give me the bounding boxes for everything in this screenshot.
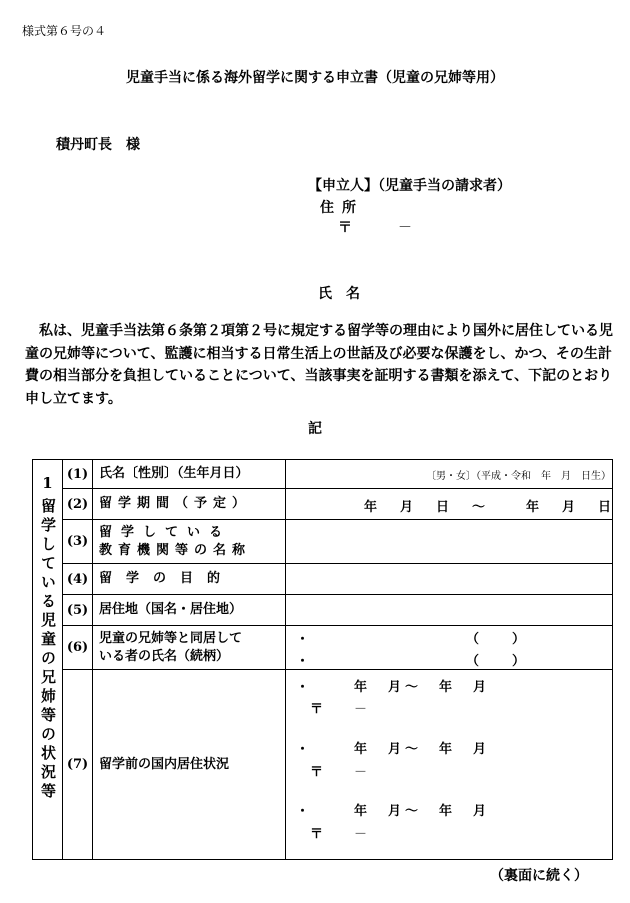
row-num: (2) <box>63 489 93 520</box>
postal-dash: － <box>354 702 368 717</box>
address-label: 住所 <box>320 200 364 216</box>
status-table <box>32 459 617 860</box>
purpose-label: 留学の目的 <box>93 564 286 595</box>
name-label: 氏名 <box>318 286 374 302</box>
postal-mark: 〒 <box>310 702 324 717</box>
residence-field[interactable] <box>286 595 613 626</box>
section-title: 留学している児童の兄姉等の状況等 <box>39 498 57 802</box>
relation-paren: （ ） <box>466 632 536 647</box>
institution-label-line2: 教育機関等の名称 <box>99 542 252 558</box>
page-title: 児童手当に係る海外留学に関する申立書（児童の兄姉等用） <box>126 70 504 86</box>
continued-note: （裏面に続く） <box>490 868 588 884</box>
postal-dash: － <box>354 765 368 780</box>
cohabitant-label-line2: いる者の氏名（続柄） <box>99 648 230 664</box>
postal-dash: － <box>354 827 368 842</box>
period-template: 年 月～ 年 月 <box>354 804 491 819</box>
institution-field[interactable] <box>286 520 613 564</box>
row-num: (4) <box>63 564 93 595</box>
form-number: 様式第６号の４ <box>22 24 107 38</box>
study-period-template: 年 月 日 ～ 年 月 日 <box>364 500 617 515</box>
postal-mark: 〒 <box>338 220 352 236</box>
row-num: (7) <box>63 670 93 860</box>
addressee: 積丹町長 様 <box>56 137 140 153</box>
row-num: (1) <box>63 460 93 489</box>
postal-mark: 〒 <box>310 765 324 780</box>
row-num: (3) <box>63 520 93 564</box>
cohabitant-label <box>93 626 286 670</box>
section-side-header <box>33 460 63 860</box>
bullet: ・ <box>296 804 310 819</box>
section-number: 1 <box>42 474 53 492</box>
prior-residence-label: 留学前の国内居住状況 <box>93 670 286 860</box>
study-period-label: 留学期間（予定） <box>93 489 286 520</box>
postal-dash: － <box>398 220 412 236</box>
statement-text: 私は、児童手当法第６条第２項第２号に規定する留学等の理由により国外に居住している児童の兄姉等について、監護に相当する日常生活上の世話及び必要な保護をし、かつ、その生計費の相当部分を負担していることについて、当該事実を証明する書類を添えて、下記のとおり申し立てます。 <box>25 323 613 407</box>
bullet: ・ <box>296 680 310 695</box>
name-gender-birth-label: 氏名〔性別〕（生年月日） <box>93 460 286 489</box>
bullet: ・ <box>296 632 310 647</box>
name-gender-birth-field[interactable] <box>286 460 613 489</box>
purpose-field[interactable] <box>286 564 613 595</box>
bullet: ・ <box>296 654 310 669</box>
bullet: ・ <box>296 742 310 757</box>
period-template: 年 月～ 年 月 <box>354 742 491 757</box>
gender-birth-template: 〔男・女〕（平成・令和 年 月 日生） <box>426 471 611 482</box>
institution-label <box>93 520 286 564</box>
cohabitant-label-line1: 児童の兄姉等と同居して <box>99 630 243 646</box>
prior-residence-field[interactable] <box>286 670 613 860</box>
relation-paren: （ ） <box>466 654 536 669</box>
ki-heading: 記 <box>308 421 322 437</box>
period-template: 年 月～ 年 月 <box>354 680 491 695</box>
row-num: (6) <box>63 626 93 670</box>
study-period-field[interactable] <box>286 489 617 520</box>
applicant-label: 【申立人】（児童手当の請求者） <box>308 178 511 194</box>
institution-label-line1: 留学している <box>99 524 232 540</box>
cohabitant-field[interactable] <box>286 626 613 670</box>
postal-mark: 〒 <box>310 827 324 842</box>
residence-label: 居住地（国名・居住地） <box>93 595 286 626</box>
row-num: (5) <box>63 595 93 626</box>
